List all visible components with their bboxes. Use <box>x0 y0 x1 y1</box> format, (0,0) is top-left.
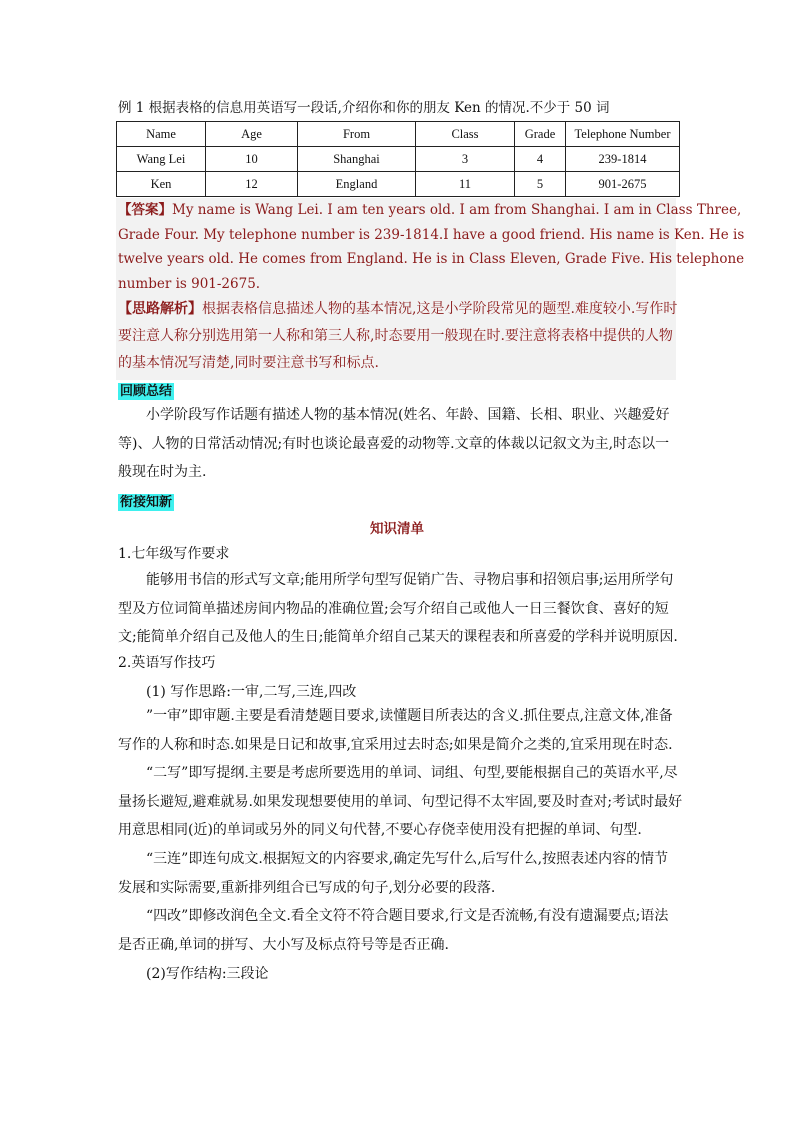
knowledge-title: 知识清单 <box>370 521 424 537</box>
review-heading <box>118 380 676 399</box>
table-cell: Shanghai <box>298 147 416 172</box>
paragraph-lian: “三连”即连句成文.根据短文的内容要求,确定先写什么,后写什么,按照表述内容的情节 发展和实际需要,重新排列组合已写成的句子,划分必要的段落. <box>118 851 669 896</box>
table-cell: 3 <box>416 147 515 172</box>
bridge-label: 衔接知新 <box>120 495 173 510</box>
table-header: From <box>298 122 416 147</box>
review-paragraph: 小学阶段写作话题有描述人物的基本情况(姓名、年龄、国籍、长相、职业、兴趣爱好 等)、人物的日常活动情况;有时也谈论最喜爱的动物等.文章的体裁以记叙文为主,时态以一 般现在时为主. <box>118 407 670 480</box>
table-cell: England <box>298 172 416 197</box>
table-header-row <box>117 122 680 147</box>
table-cell: Wang Lei <box>117 147 206 172</box>
analysis-line: 【思路解析】根据表格信息描述人物的基本情况,这是小学阶段常见的题型.难度较小.写作时 <box>118 301 678 317</box>
table-cell: 901-2675 <box>566 172 680 197</box>
paragraph-gai: “四改”即修改润色全文.看全文符不符合题目要求,行文是否流畅,有没有遗漏要点;语法 是否正确,单词的拼写、大小写及标点符号等是否正确. <box>118 908 669 953</box>
subheading-structure: (2)写作结构:三段论 <box>146 966 269 982</box>
example-title: 例 1 根据表格的信息用英语写一段话,介绍你和你的朋友 Ken 的情况.不少于 50 词 <box>118 100 610 116</box>
analysis-label: 【思路解析】 <box>118 301 202 317</box>
table-header: Grade <box>515 122 566 147</box>
table-cell: 5 <box>515 172 566 197</box>
table-header: Age <box>206 122 298 147</box>
answer-line: 【答案】My name is Wang Lei. I am ten years old. I am from Shanghai. I am in Class Three, <box>118 202 742 218</box>
analysis-block <box>118 296 678 377</box>
answer-line: number is 901-2675. <box>118 275 261 292</box>
table-cell: 12 <box>206 172 298 197</box>
section1-title: 1.七年级写作要求 <box>118 546 230 562</box>
table-cell: 239-1814 <box>566 147 680 172</box>
table-cell: 11 <box>416 172 515 197</box>
table-row <box>117 172 680 197</box>
section2-title: 2.英语写作技巧 <box>118 655 216 671</box>
answer-line: Grade Four. My telephone number is 239-1814.I have a good friend. His name is Ken. He is <box>118 226 745 243</box>
subheading-approach: (1) 写作思路:一审,二写,三连,四改 <box>146 684 357 700</box>
table-header: Class <box>416 122 515 147</box>
table-cell: 4 <box>515 147 566 172</box>
table-cell: 10 <box>206 147 298 172</box>
table-row <box>117 147 680 172</box>
table-cell: Ken <box>117 172 206 197</box>
review-label: 回顾总结 <box>120 384 173 399</box>
analysis-line: 要注意人称分别选用第一人称和第三人称,时态要用一般现在时.要注意将表格中提供的人物 <box>118 328 673 344</box>
answer-block <box>118 198 745 296</box>
section1-paragraph: 能够用书信的形式写文章;能用所学句型写促销广告、寻物启事和招领启事;运用所学句 型及方位词简单描述房间内物品的准确位置;会写介绍自己或他人一日三餐饮食、喜好的短 文;能简单介绍自己及他人的生日;能简单介绍自己某天的课程表和所喜爱的学科并说明原因. <box>118 572 678 645</box>
table-header: Telephone Number <box>566 122 680 147</box>
bridge-heading <box>118 491 676 510</box>
paragraph-shen: ”一审”即审题.主要是看清楚题目要求,读懂题目所表达的含义.抓住要点,注意文体,准备 写作的人称和时态.如果是日记和故事,宜采用过去时态;如果是简介之类的,宜采用现在时态. <box>118 708 673 753</box>
info-table <box>116 121 680 197</box>
analysis-line: 的基本情况写清楚,同时要注意书写和标点. <box>118 355 379 371</box>
paragraph-xie: “二写”即写提纲.主要是考虑所要选用的单词、词组、句型,要能根据自己的英语水平,尽 量扬长避短,避难就易.如果发现想要使用的单词、句型记得不太牢固,要及时查对;考试时最好 用意思相同(近)的单词或另外的同义句代替,不要心存侥幸使用没有把握的单词、句型. <box>118 765 683 838</box>
table-header: Name <box>117 122 206 147</box>
answer-line: twelve years old. He comes from England. He is in Class Eleven, Grade Five. His telephone <box>118 251 745 267</box>
answer-label: 【答案】 <box>118 202 172 218</box>
